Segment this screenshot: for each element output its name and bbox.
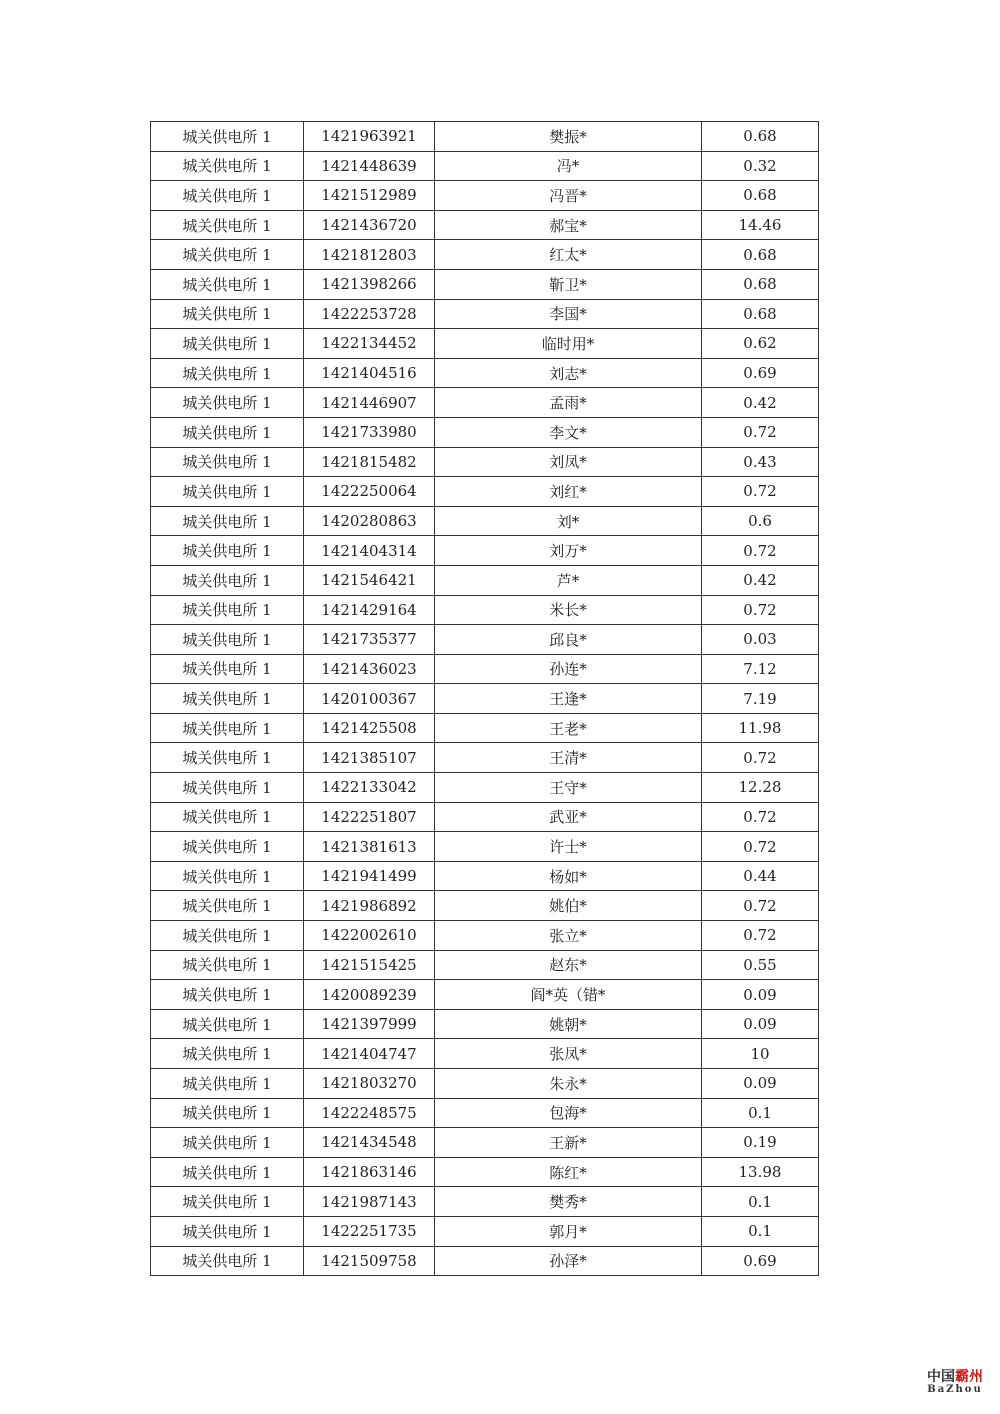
cell-customer-name: 刘*: [435, 506, 702, 536]
cell-customer-name: 王清*: [435, 743, 702, 773]
cell-station: 城关供电所 1: [151, 1069, 304, 1099]
cell-station: 城关供电所 1: [151, 506, 304, 536]
cell-account-number: 1420100367: [304, 684, 435, 714]
cell-account-number: 1421436023: [304, 654, 435, 684]
cell-station: 城关供电所 1: [151, 802, 304, 832]
cell-customer-name: 郭月*: [435, 1216, 702, 1246]
cell-account-number: 1421812803: [304, 240, 435, 270]
cell-customer-name: 王守*: [435, 773, 702, 803]
table-row: [151, 1246, 819, 1276]
cell-amount: 0.68: [702, 299, 819, 329]
table-row: [151, 536, 819, 566]
cell-account-number: 1421963921: [304, 122, 435, 152]
table-row: [151, 299, 819, 329]
table-row: [151, 1187, 819, 1217]
cell-account-number: 1421863146: [304, 1157, 435, 1187]
cell-amount: 0.62: [702, 329, 819, 359]
cell-customer-name: 阎*英（错*: [435, 980, 702, 1010]
table-row: [151, 980, 819, 1010]
table-row: [151, 181, 819, 211]
cell-account-number: 1421941499: [304, 861, 435, 891]
cell-customer-name: 芦*: [435, 565, 702, 595]
table-row: [151, 358, 819, 388]
cell-customer-name: 李国*: [435, 299, 702, 329]
cell-account-number: 1422134452: [304, 329, 435, 359]
cell-station: 城关供电所 1: [151, 1187, 304, 1217]
cell-customer-name: 邱良*: [435, 625, 702, 655]
cell-account-number: 1421381613: [304, 832, 435, 862]
cell-customer-name: 孙泽*: [435, 1246, 702, 1276]
cell-station: 城关供电所 1: [151, 181, 304, 211]
cell-amount: 0.1: [702, 1187, 819, 1217]
cell-station: 城关供电所 1: [151, 151, 304, 181]
cell-customer-name: 靳卫*: [435, 269, 702, 299]
cell-amount: 0.09: [702, 1009, 819, 1039]
cell-amount: 0.6: [702, 506, 819, 536]
cell-customer-name: 许士*: [435, 832, 702, 862]
cell-customer-name: 包海*: [435, 1098, 702, 1128]
cell-account-number: 1421515425: [304, 950, 435, 980]
table-row: [151, 1128, 819, 1158]
table-row: [151, 388, 819, 418]
cell-customer-name: 刘万*: [435, 536, 702, 566]
cell-customer-name: 张凤*: [435, 1039, 702, 1069]
cell-customer-name: 张立*: [435, 921, 702, 951]
cell-station: 城关供电所 1: [151, 1098, 304, 1128]
cell-account-number: 1421733980: [304, 417, 435, 447]
table-row: [151, 595, 819, 625]
cell-amount: 14.46: [702, 210, 819, 240]
cell-account-number: 1421803270: [304, 1069, 435, 1099]
cell-account-number: 1422248575: [304, 1098, 435, 1128]
cell-customer-name: 冯*: [435, 151, 702, 181]
cell-account-number: 1421404314: [304, 536, 435, 566]
cell-customer-name: 临时用*: [435, 329, 702, 359]
table-row: [151, 210, 819, 240]
logo-text-red: 霸州: [955, 1369, 983, 1385]
table-row: [151, 506, 819, 536]
cell-station: 城关供电所 1: [151, 625, 304, 655]
cell-customer-name: 武亚*: [435, 802, 702, 832]
cell-amount: 0.1: [702, 1216, 819, 1246]
cell-amount: 7.12: [702, 654, 819, 684]
cell-amount: 0.69: [702, 358, 819, 388]
table-row: [151, 832, 819, 862]
cell-amount: 0.72: [702, 536, 819, 566]
cell-customer-name: 郝宝*: [435, 210, 702, 240]
table-row: [151, 240, 819, 270]
cell-amount: 7.19: [702, 684, 819, 714]
cell-amount: 0.19: [702, 1128, 819, 1158]
table-row: [151, 151, 819, 181]
cell-customer-name: 姚伯*: [435, 891, 702, 921]
cell-station: 城关供电所 1: [151, 1128, 304, 1158]
cell-station: 城关供电所 1: [151, 861, 304, 891]
cell-amount: 0.72: [702, 802, 819, 832]
table-row: [151, 743, 819, 773]
cell-station: 城关供电所 1: [151, 743, 304, 773]
cell-amount: 0.72: [702, 832, 819, 862]
cell-account-number: 1421509758: [304, 1246, 435, 1276]
cell-station: 城关供电所 1: [151, 447, 304, 477]
cell-customer-name: 赵东*: [435, 950, 702, 980]
cell-account-number: 1421448639: [304, 151, 435, 181]
table-row: [151, 950, 819, 980]
cell-station: 城关供电所 1: [151, 1009, 304, 1039]
cell-amount: 0.68: [702, 269, 819, 299]
cell-amount: 0.72: [702, 477, 819, 507]
cell-station: 城关供电所 1: [151, 122, 304, 152]
table-row: [151, 269, 819, 299]
cell-amount: 0.55: [702, 950, 819, 980]
cell-customer-name: 王新*: [435, 1128, 702, 1158]
cell-amount: 0.03: [702, 625, 819, 655]
cell-customer-name: 刘志*: [435, 358, 702, 388]
cell-account-number: 1421425508: [304, 713, 435, 743]
table-row: [151, 921, 819, 951]
cell-station: 城关供电所 1: [151, 240, 304, 270]
cell-station: 城关供电所 1: [151, 684, 304, 714]
cell-station: 城关供电所 1: [151, 299, 304, 329]
cell-customer-name: 杨如*: [435, 861, 702, 891]
cell-amount: 0.72: [702, 891, 819, 921]
cell-amount: 10: [702, 1039, 819, 1069]
cell-station: 城关供电所 1: [151, 477, 304, 507]
table-row: [151, 802, 819, 832]
cell-customer-name: 王老*: [435, 713, 702, 743]
cell-account-number: 1421398266: [304, 269, 435, 299]
cell-station: 城关供电所 1: [151, 891, 304, 921]
table-row: [151, 861, 819, 891]
cell-account-number: 1422251807: [304, 802, 435, 832]
cell-amount: 0.09: [702, 1069, 819, 1099]
cell-station: 城关供电所 1: [151, 1157, 304, 1187]
table-row: [151, 122, 819, 152]
cell-customer-name: 红太*: [435, 240, 702, 270]
cell-station: 城关供电所 1: [151, 1216, 304, 1246]
data-table: [150, 121, 819, 1276]
cell-amount: 0.32: [702, 151, 819, 181]
cell-amount: 0.09: [702, 980, 819, 1010]
cell-amount: 0.72: [702, 417, 819, 447]
table-row: [151, 565, 819, 595]
cell-customer-name: 刘凤*: [435, 447, 702, 477]
cell-station: 城关供电所 1: [151, 713, 304, 743]
table-row: [151, 477, 819, 507]
table-row: [151, 1039, 819, 1069]
cell-amount: 0.68: [702, 181, 819, 211]
cell-amount: 0.68: [702, 240, 819, 270]
cell-amount: 0.72: [702, 743, 819, 773]
site-logo: [924, 1366, 986, 1395]
cell-account-number: 1422251735: [304, 1216, 435, 1246]
cell-customer-name: 姚朝*: [435, 1009, 702, 1039]
cell-station: 城关供电所 1: [151, 565, 304, 595]
cell-station: 城关供电所 1: [151, 358, 304, 388]
cell-station: 城关供电所 1: [151, 417, 304, 447]
table-row: [151, 891, 819, 921]
cell-customer-name: 樊振*: [435, 122, 702, 152]
table-row: [151, 625, 819, 655]
table-row: [151, 1009, 819, 1039]
logo-text-gray: 中国: [927, 1369, 955, 1385]
cell-account-number: 1420089239: [304, 980, 435, 1010]
cell-customer-name: 米长*: [435, 595, 702, 625]
cell-account-number: 1421404516: [304, 358, 435, 388]
table-row: [151, 1216, 819, 1246]
cell-customer-name: 李文*: [435, 417, 702, 447]
cell-customer-name: 樊秀*: [435, 1187, 702, 1217]
cell-amount: 13.98: [702, 1157, 819, 1187]
table-row: [151, 713, 819, 743]
cell-account-number: 1421735377: [304, 625, 435, 655]
cell-amount: 0.44: [702, 861, 819, 891]
cell-amount: 0.69: [702, 1246, 819, 1276]
cell-amount: 0.42: [702, 388, 819, 418]
cell-account-number: 1421429164: [304, 595, 435, 625]
cell-customer-name: 刘红*: [435, 477, 702, 507]
cell-amount: 0.43: [702, 447, 819, 477]
cell-account-number: 1421436720: [304, 210, 435, 240]
cell-station: 城关供电所 1: [151, 654, 304, 684]
table-row: [151, 1157, 819, 1187]
table-body: [151, 122, 819, 1276]
table-row: [151, 654, 819, 684]
cell-account-number: 1421546421: [304, 565, 435, 595]
logo-chinese: [924, 1366, 986, 1386]
cell-customer-name: 孙连*: [435, 654, 702, 684]
cell-station: 城关供电所 1: [151, 1246, 304, 1276]
table-row: [151, 684, 819, 714]
table-row: [151, 447, 819, 477]
cell-station: 城关供电所 1: [151, 388, 304, 418]
cell-account-number: 1421446907: [304, 388, 435, 418]
cell-station: 城关供电所 1: [151, 980, 304, 1010]
cell-customer-name: 陈红*: [435, 1157, 702, 1187]
cell-account-number: 1421512989: [304, 181, 435, 211]
cell-station: 城关供电所 1: [151, 921, 304, 951]
table-row: [151, 1098, 819, 1128]
cell-account-number: 1421434548: [304, 1128, 435, 1158]
table-row: [151, 1069, 819, 1099]
cell-amount: 11.98: [702, 713, 819, 743]
cell-amount: 0.72: [702, 595, 819, 625]
cell-account-number: 1420280863: [304, 506, 435, 536]
cell-amount: 12.28: [702, 773, 819, 803]
cell-account-number: 1421385107: [304, 743, 435, 773]
cell-account-number: 1421397999: [304, 1009, 435, 1039]
cell-account-number: 1422002610: [304, 921, 435, 951]
cell-station: 城关供电所 1: [151, 1039, 304, 1069]
table-row: [151, 329, 819, 359]
cell-account-number: 1421986892: [304, 891, 435, 921]
table-row: [151, 417, 819, 447]
cell-customer-name: 孟雨*: [435, 388, 702, 418]
cell-amount: 0.42: [702, 565, 819, 595]
table-row: [151, 773, 819, 803]
cell-station: 城关供电所 1: [151, 950, 304, 980]
logo-english: BaZhou: [927, 1384, 983, 1395]
cell-account-number: 1421815482: [304, 447, 435, 477]
cell-station: 城关供电所 1: [151, 536, 304, 566]
cell-station: 城关供电所 1: [151, 210, 304, 240]
cell-account-number: 1422250064: [304, 477, 435, 507]
cell-station: 城关供电所 1: [151, 832, 304, 862]
cell-account-number: 1422133042: [304, 773, 435, 803]
cell-station: 城关供电所 1: [151, 595, 304, 625]
cell-amount: 0.68: [702, 122, 819, 152]
cell-account-number: 1422253728: [304, 299, 435, 329]
cell-account-number: 1421404747: [304, 1039, 435, 1069]
cell-customer-name: 冯晋*: [435, 181, 702, 211]
cell-account-number: 1421987143: [304, 1187, 435, 1217]
cell-station: 城关供电所 1: [151, 773, 304, 803]
cell-amount: 0.72: [702, 921, 819, 951]
cell-station: 城关供电所 1: [151, 269, 304, 299]
cell-station: 城关供电所 1: [151, 329, 304, 359]
cell-customer-name: 朱永*: [435, 1069, 702, 1099]
cell-amount: 0.1: [702, 1098, 819, 1128]
cell-customer-name: 王逢*: [435, 684, 702, 714]
